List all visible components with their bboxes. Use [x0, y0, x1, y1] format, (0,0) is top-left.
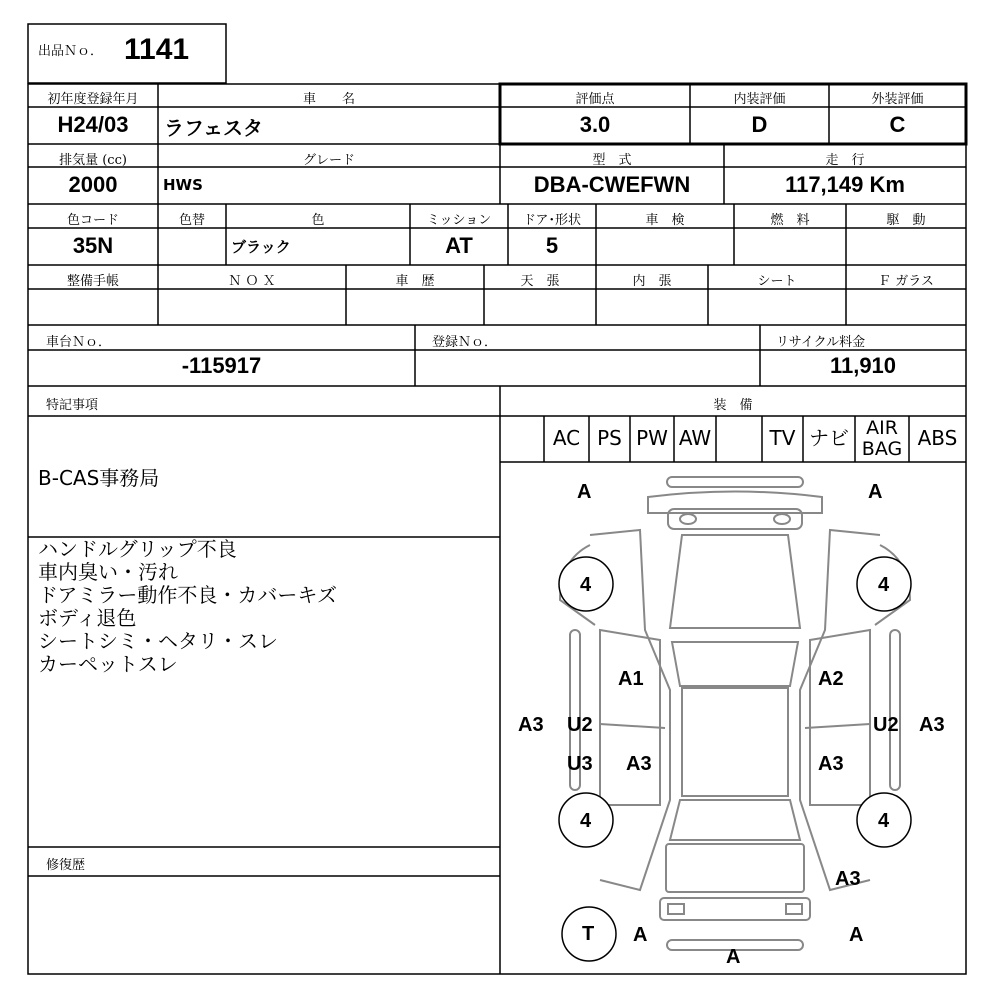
lot-label: 出品Ｎｏ． — [38, 44, 104, 59]
interior-value: D — [751, 112, 768, 137]
color-change-label: 色替 — [178, 213, 205, 228]
glass-label: Ｆ ガラス — [878, 274, 934, 289]
mileage-value: 117,149 Km — [785, 172, 905, 197]
car-name-value: ラフェスタ — [164, 116, 263, 140]
repair-history-label: 修復歴 — [46, 858, 86, 873]
mark-front-right: A — [868, 481, 883, 503]
mark-tire-rr: 4 — [878, 810, 890, 832]
color-label: 色 — [311, 213, 325, 228]
lot-number: 1141 — [124, 33, 190, 66]
note-line: ドアミラー動作不良・カバーキズ — [38, 583, 337, 607]
roof-label: 天 張 — [520, 274, 560, 289]
mark-left-u3: U3 — [567, 753, 593, 775]
exterior-value: C — [889, 112, 906, 137]
mark-tire-fl: 4 — [580, 574, 592, 596]
equip-abs: ABS — [917, 426, 958, 450]
mark-front-left: A — [577, 481, 592, 503]
interior-trim-label: 内 張 — [632, 274, 672, 289]
equip-navi: ナビ — [809, 426, 849, 450]
interior-label: 内装評価 — [733, 92, 786, 107]
grade-value: HWS — [163, 176, 203, 194]
equip-tv: TV — [769, 426, 796, 450]
first-reg-label: 初年度登録年月 — [47, 92, 139, 107]
mark-left-side-a3: A3 — [518, 714, 544, 736]
note-line: シートシミ・ヘタリ・スレ — [38, 629, 278, 653]
chassis-label: 車台Ｎｏ． — [46, 335, 112, 350]
mark-rear-left: A — [633, 924, 648, 946]
model-value: DBA-CWEFWN — [533, 172, 691, 197]
mark-right-u2: U2 — [873, 714, 899, 736]
exterior-label: 外装評価 — [871, 92, 924, 107]
remarks-notes — [38, 538, 337, 676]
mission-label: ミッション — [426, 213, 492, 228]
mission-value: AT — [445, 233, 473, 258]
equip-pw: PW — [636, 426, 668, 450]
mark-rear-bottom: A — [726, 946, 741, 968]
recycle-value: 11,910 — [829, 353, 897, 378]
mark-a2: A2 — [818, 668, 844, 690]
displacement-label: 排気量 (cc) — [59, 153, 127, 168]
mark-left-door-a3: A3 — [626, 753, 652, 775]
color-code-label: 色コード — [66, 213, 119, 228]
remarks-label: 特記事項 — [46, 398, 99, 413]
door-value: 5 — [545, 233, 559, 258]
recycle-label: リサイクル料金 — [776, 335, 866, 350]
mark-rear-quarter-a3: A3 — [835, 868, 861, 890]
note-line: カーペットスレ — [38, 652, 178, 676]
mileage-label: 走 行 — [825, 153, 865, 168]
fuel-label: 燃 料 — [770, 213, 810, 228]
mark-spare-tire: T — [582, 923, 595, 945]
equip-aw: AW — [678, 426, 712, 450]
car-name-label: 車 名 — [302, 92, 355, 107]
note-line: 車内臭い・汚れ — [38, 560, 178, 584]
mark-tire-fr: 4 — [878, 574, 890, 596]
note-line: ボディ退色 — [38, 606, 137, 630]
mark-tire-rl: 4 — [580, 810, 592, 832]
mark-a1: A1 — [618, 668, 644, 690]
history-label: 車 歴 — [395, 274, 435, 289]
score-value: 3.0 — [579, 112, 611, 137]
tire-circles — [559, 557, 911, 961]
color-code-value: 35N — [72, 233, 114, 258]
displacement-value: 2000 — [68, 172, 118, 197]
seat-label: シート — [757, 274, 797, 289]
equip-ps: PS — [597, 426, 622, 450]
chassis-value: -115917 — [181, 353, 262, 378]
mark-right-side-a3: A3 — [919, 714, 945, 736]
equip-airbag: AIR BAG — [861, 417, 903, 460]
mark-left-u2: U2 — [567, 714, 593, 736]
equip-ac: AC — [552, 426, 581, 450]
mark-rear-right: A — [849, 924, 864, 946]
door-label: ドア･形状 — [522, 213, 582, 228]
nox-label: Ｎ Ｏ Ｘ — [228, 274, 276, 289]
score-label: 評価点 — [575, 92, 615, 107]
model-label: 型 式 — [592, 153, 632, 168]
grade-label: グレード — [302, 153, 355, 168]
reg-label: 登録Ｎｏ． — [432, 335, 498, 350]
special-note: B-CAS事務局 — [38, 466, 160, 490]
drive-label: 駆 動 — [886, 213, 926, 228]
color-value: ブラック — [231, 238, 291, 256]
inspection-label: 車 検 — [645, 213, 685, 228]
equipment-label: 装 備 — [713, 398, 753, 413]
note-line: ハンドルグリップ不良 — [38, 537, 237, 561]
maintenance-label: 整備手帳 — [66, 274, 119, 289]
first-reg-value: H24/03 — [57, 112, 129, 137]
mark-right-door-a3: A3 — [818, 753, 844, 775]
